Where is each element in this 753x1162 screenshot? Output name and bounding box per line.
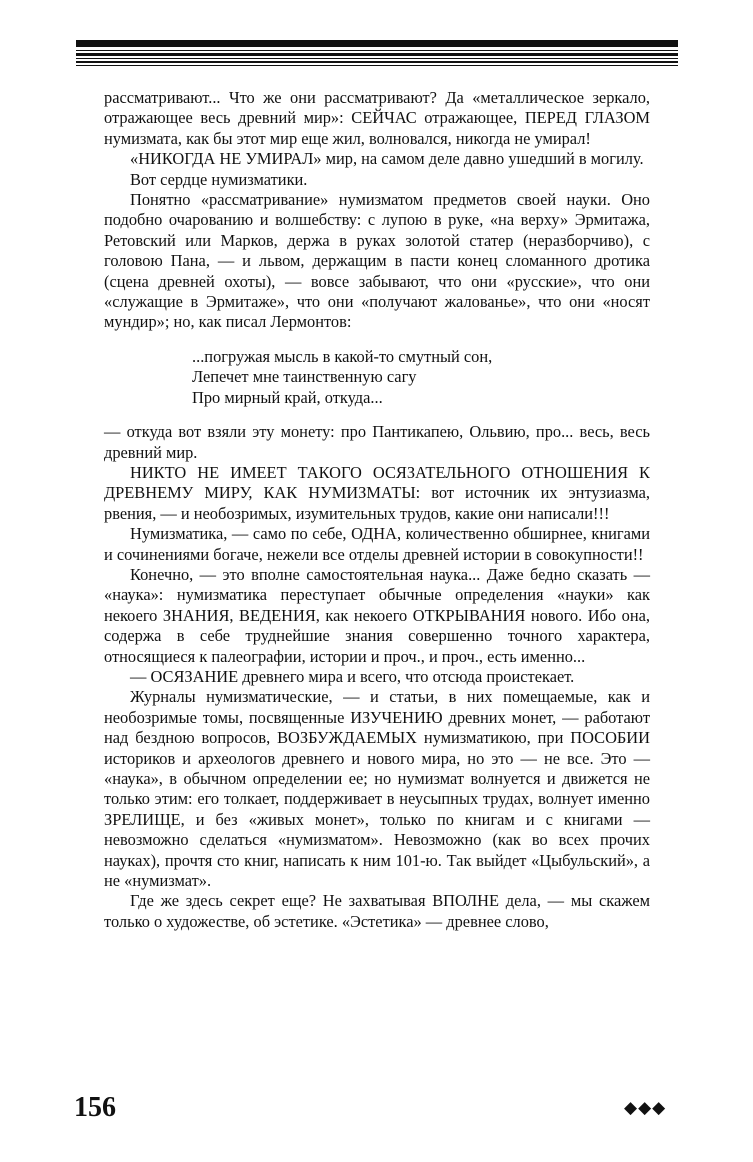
body-text [104, 88, 650, 932]
paragraph: НИКТО НЕ ИМЕЕТ ТАКОГО ОСЯЗАТЕЛЬНОГО ОТНОШЕНИЯ К ДРЕВНЕМУ МИРУ, КАК НУМИЗМАТЫ: вот источник их энтузиазма, рвения, — и необозримых, изумительных трудов, какие они написали!!! [104, 462, 650, 523]
paragraph: Где же здесь секрет еще? Не захватывая ВПОЛНЕ дела, — мы скажем только о художестве, об эстетике. «Эстетика» — древнее слово, [104, 891, 650, 931]
diamond-ornament-icon: ◆◆◆ [624, 1098, 667, 1118]
poem-line: Лепечет мне таинственную сагу [192, 367, 417, 387]
paragraph: — откуда вот взяли эту монету: про Пантикапею, Ольвию, про... весь, весь древний мир. [104, 422, 650, 462]
paragraph: «НИКОГДА НЕ УМИРАЛ» мир, на самом деле давно ушедший в могилу. [130, 149, 644, 169]
page-number: 156 [74, 1092, 116, 1123]
paragraph: Понятно «рассматривание» нумизматом предметов своей науки. Оно подобно очарованию и волшебству: с лупою в руке, «на верху» Эрмитажа, Ретовский или Марков, держа в руках золотой статер (неразборчиво), с головою Пана, — и львом, держащим в пасти конец сломанного дротика (сцена древней охоты), — вовсе забывают, что они «русские», что они «служащие в Эрмитаже», что они «получают жалованье», что они «носят мундир»; но, как писал Лермонтов: [104, 190, 650, 332]
poem-quote [192, 347, 650, 408]
paragraph: Нумизматика, — само по себе, ОДНА, количественно обширнее, книгами и сочинениями богаче, нежели все отделы древней истории в совокупности!! [104, 524, 650, 564]
poem-line: Про мирный край, откуда... [192, 387, 383, 407]
paragraph: Вот сердце нумизматики. [130, 169, 308, 189]
paragraph: — ОСЯЗАНИЕ древнего мира и всего, что отсюда проистекает. [130, 666, 575, 686]
poem-line: ...погружая мысль в какой-то смутный сон, [192, 346, 493, 366]
paragraph: рассматривают... Что же они рассматривают? Да «металлическое зеркало, отражающее весь древний мир»: СЕЙЧАС отражающее, ПЕРЕД ГЛАЗОМ нумизмата, как бы этот мир еще жил, волновался, никогда не умирал! [104, 88, 650, 148]
header-decorative-rule [76, 40, 678, 70]
paragraph: Конечно, — это вполне самостоятельная наука... Даже бедно сказать — «наука»: нумизматика переступает обычные определения «науки» как некоего ЗНАНИЯ, ВЕДЕНИЯ, как некоего ОТКРЫВАНИЯ нового. Ибо она, содержа в себе труднейшие знания совершенно точного характера, относящиеся к палеографии, истории и проч., и проч., есть именно... [104, 564, 650, 666]
paragraph: Журналы нумизматические, — и статьи, в них помещаемые, как и необозримые томы, посвященные ИЗУЧЕНИЮ древних монет, — работают над бездною вопросов, ВОЗБУЖДАЕМЫХ нумизматикою, при ПОСОБИИ историков и археологов древнего и нового мира, но это — не все. Это — «наука», в обычном определении ее; но нумизмат волнуется и движется не только этим: его толкает, поддерживает в неусыпных трудах, волнует именно ЗРЕЛИЩЕ, и без «живых монет», только по книгам и с книгами — невозможно сделаться «нумизматом». Невозможно (как во всех прочих науках), прочтя сто книг, написать к ним 101-ю. Так выйдет «Цыбульский», а не «нумизмат». [104, 687, 650, 891]
